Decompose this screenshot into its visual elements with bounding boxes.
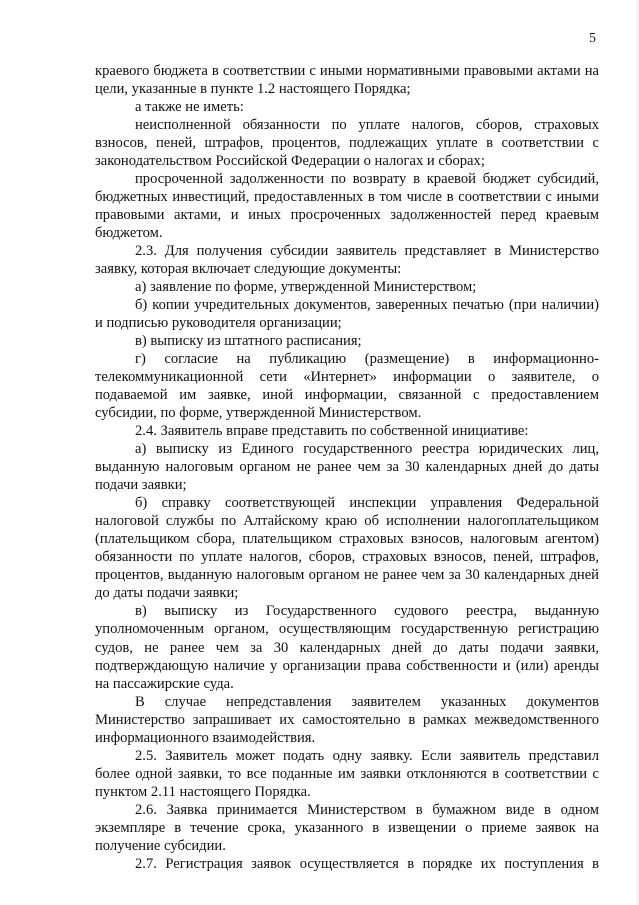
paragraph-budget-continuation: краевого бюджета в соответствии с иными нормативными правовыми актами на цели, указанные в пункте 1.2 настоящего Порядка; [95, 63, 599, 98]
list-item-2-3-b: б) копии учредительных документов, заверенных печатью (при наличии) и подписью руководителя организации; [95, 297, 599, 332]
list-item-2-3-g: г) согласие на публикацию (размещение) в информационно-телекоммуникационной сети «Интернет» информации о заявителе, о подаваемой им заявке, иной информации, связанной с предоставлением субсидии, по форме, утвержденной Министерством. [95, 351, 599, 422]
list-item-2-4-v: в) выписку из Государственного судового реестра, выданную уполномоченным органом, осуществляющим государственную регистрацию судов, не ранее чем за 30 календарных дней до даты подачи заявки, подтверждающую наличие у организации права собственности и (или) аренды на пассажирские суда. [95, 603, 599, 692]
list-item-2-3-a: а) заявление по форме, утвержденной Министерством; [135, 279, 477, 296]
document-body [95, 62, 599, 873]
paragraph-tax-obligation: неисполненной обязанности по уплате налогов, сборов, страховых взносов, пеней, штрафов, процентов, подлежащих уплате в соответствии с законодательством Российской Федерации о налогах и сборах; [95, 117, 599, 170]
paragraph-2-4: 2.4. Заявитель вправе представить по собственной инициативе: [135, 423, 529, 440]
paragraph-non-submission: В случае непредставления заявителем указанных документов Министерство запрашивает их самостоятельно в рамках межведомственного информационного взаимодействия. [95, 693, 599, 746]
paragraph-2-5: 2.5. Заявитель может подать одну заявку. Если заявитель представил более одной заявки, то все поданные им заявки отклоняются в соответствии с пунктом 2.11 настоящего Порядка. [95, 747, 599, 800]
page-number: 5 [589, 31, 596, 46]
paragraph-2-3: 2.3. Для получения субсидии заявитель представляет в Министерство заявку, которая включает следующие документы: [95, 243, 599, 278]
paragraph-also-not-have: а также не иметь: [135, 99, 244, 116]
list-item-2-4-a: а) выписку из Единого государственного реестра юридических лиц, выданную налоговым органом не ранее чем за 30 календарных дней до даты подачи заявки; [95, 441, 599, 494]
paragraph-2-7: 2.7. Регистрация заявок осуществляется в порядке их поступления в [135, 855, 599, 872]
paragraph-overdue-debt: просроченной задолженности по возврату в краевой бюджет субсидий, бюджетных инвестиций, предоставленных в том числе в соответствии с иными правовыми актами, и иных просроченных задолженностей перед краевым бюджетом. [95, 171, 599, 242]
paragraph-2-6: 2.6. Заявка принимается Министерством в бумажном виде в одном экземпляре в течение срока, указанного в извещении о приеме заявок на получение субсидии. [95, 801, 599, 854]
list-item-2-4-b: б) справку соответствующей инспекции управления Федеральной налоговой службы по Алтайскому краю об исполнении налогоплательщиком (плательщиком сбора, плательщиком страховых взносов, налоговым агентом) обязанности по уплате налогов, сборов, страховых взносов, пеней, штрафов, процентов, выданную налоговым органом не ранее чем за 30 календарных дней до даты подачи заявки; [95, 495, 599, 602]
list-item-2-3-v: в) выписку из штатного расписания; [135, 333, 362, 350]
